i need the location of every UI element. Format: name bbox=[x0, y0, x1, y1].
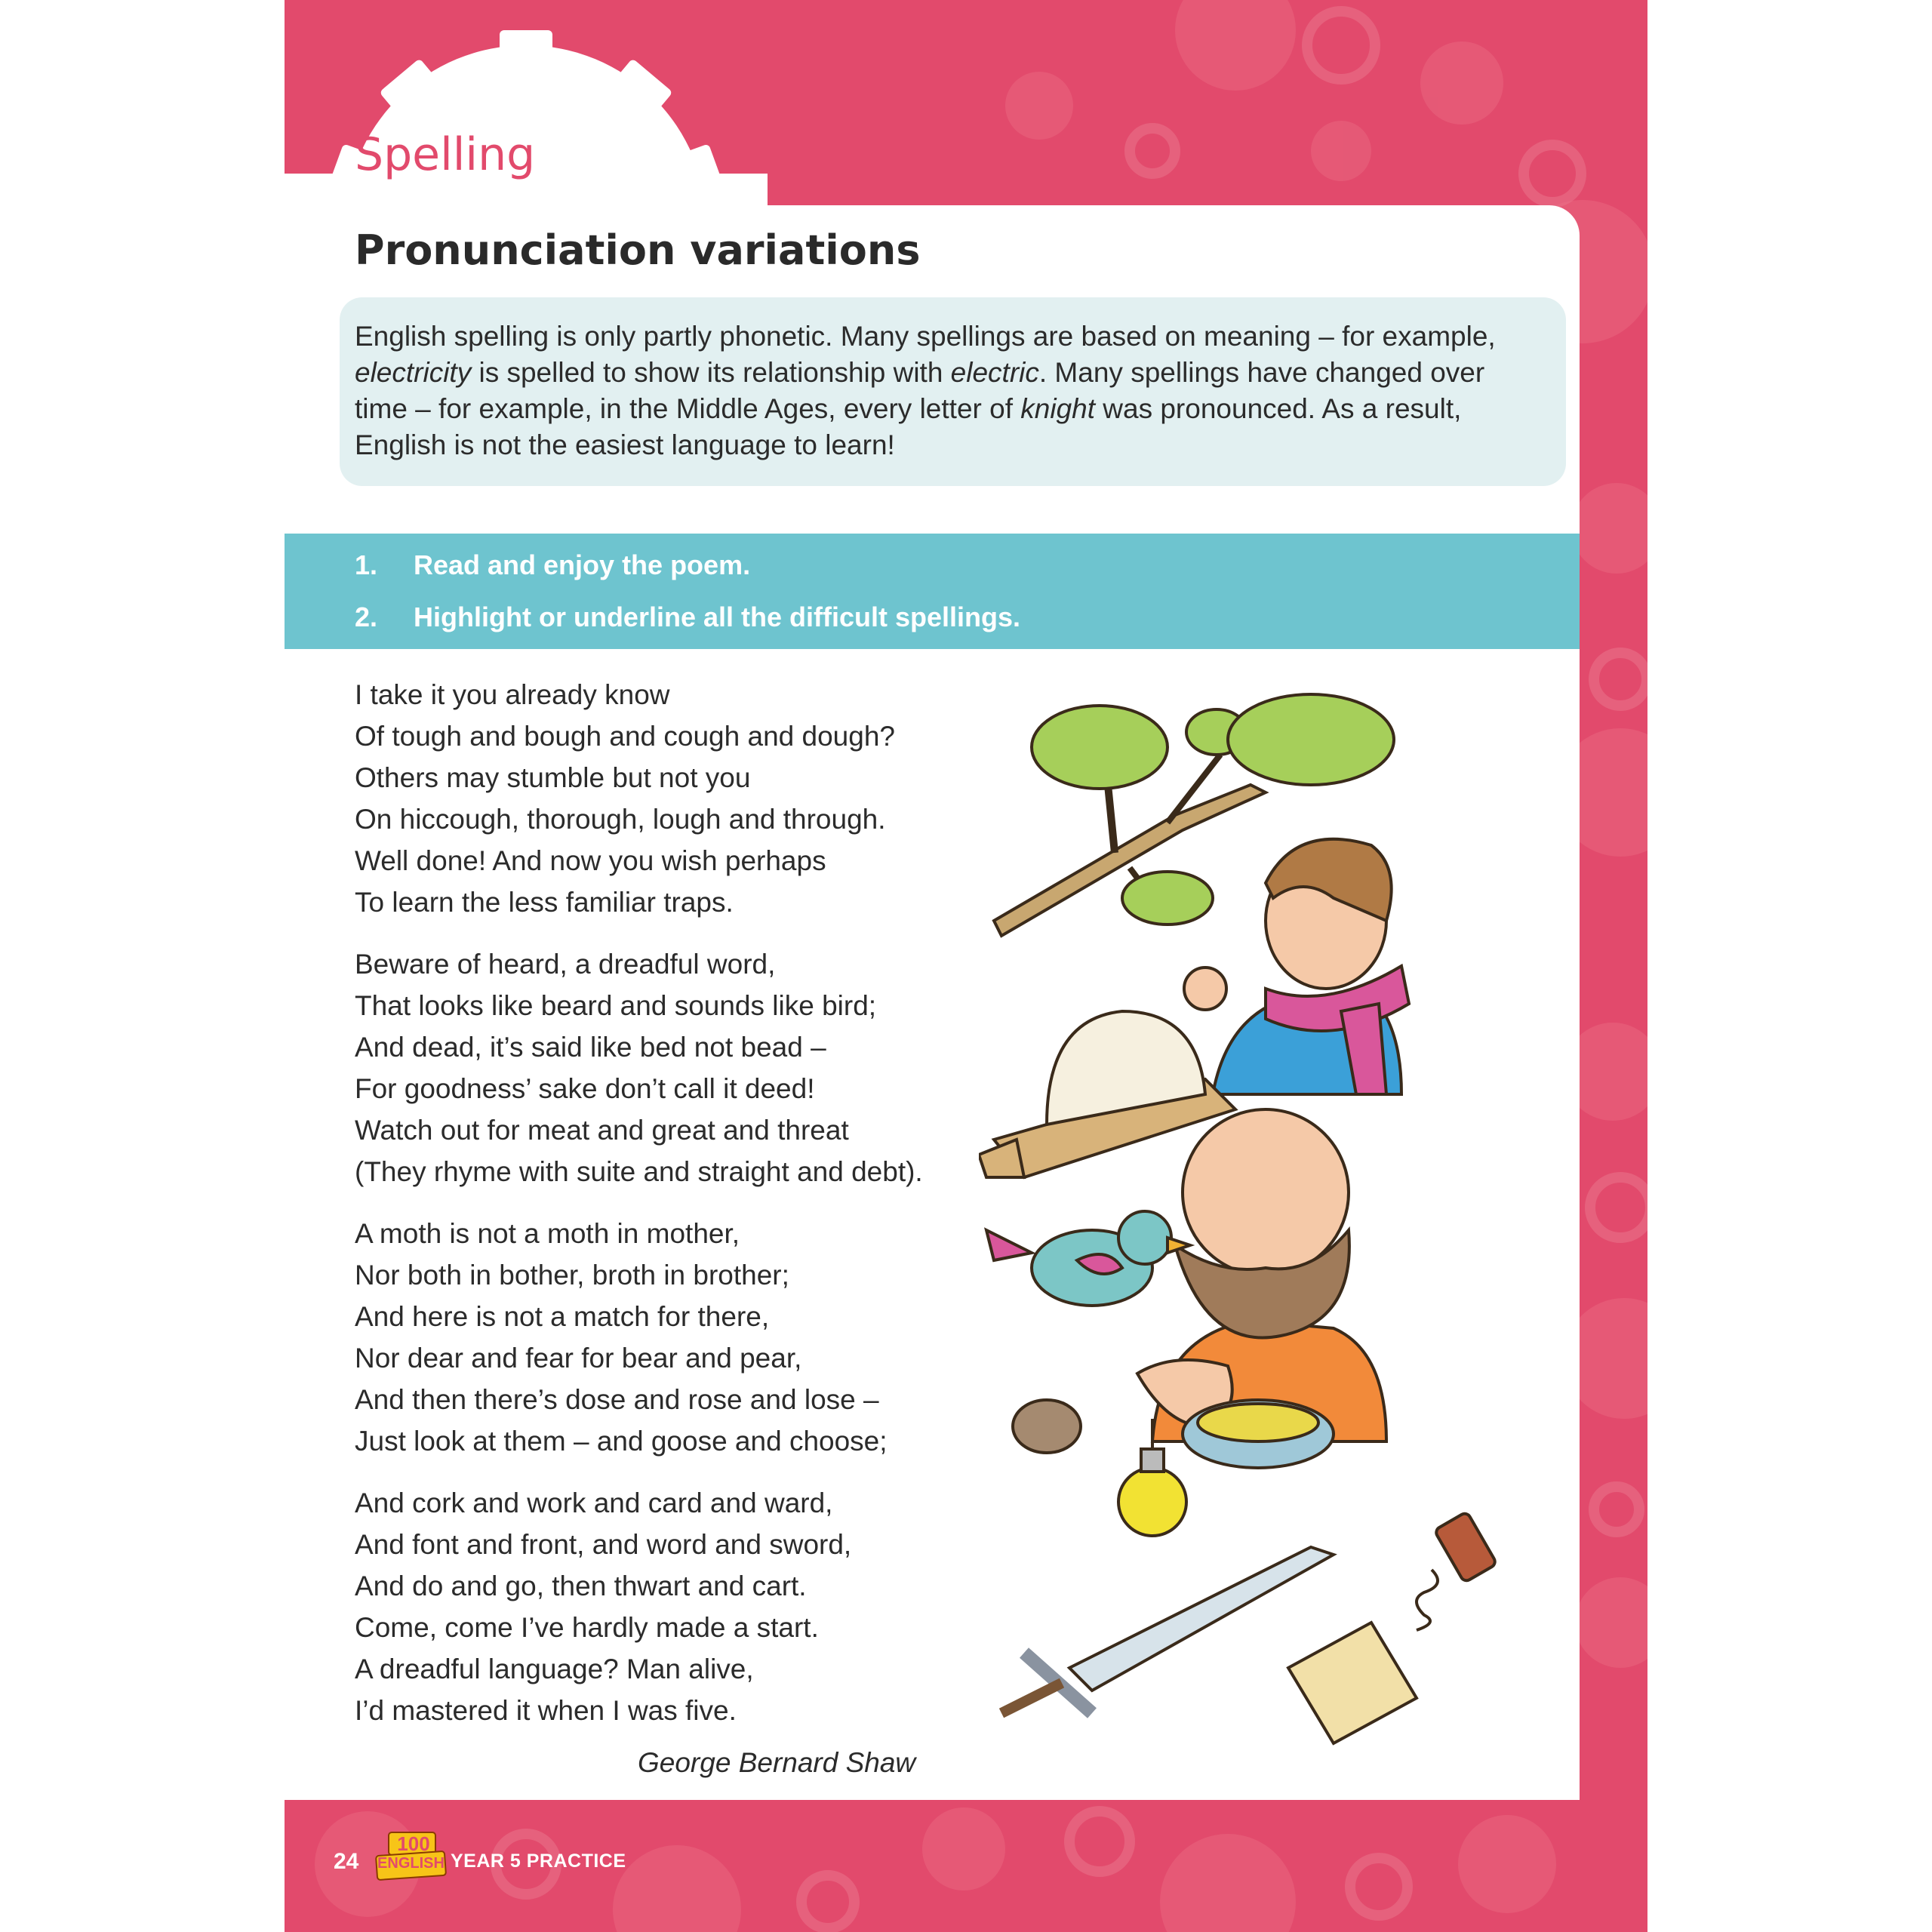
intro-line-2 bbox=[355, 355, 1551, 391]
intro-line-1: English spelling is only partly phonetic. Many spellings are based on meaning – for example, bbox=[355, 321, 1496, 352]
section-label: Spelling bbox=[355, 128, 536, 181]
poem-line: And dead, it’s said like bed not bead – bbox=[355, 1032, 826, 1063]
task-number: 1. bbox=[355, 549, 378, 580]
workbook-page bbox=[285, 0, 1647, 1932]
page-title: Pronunciation variations bbox=[355, 226, 921, 274]
poem-line: Come, come I’ve hardly made a start. bbox=[355, 1612, 819, 1643]
task-2 bbox=[355, 601, 1020, 633]
intro-text: was pronounced. As a result, bbox=[1095, 393, 1462, 424]
poem-line: And cork and work and card and ward, bbox=[355, 1487, 833, 1518]
intro-text: . Many spellings have changed over bbox=[1038, 357, 1485, 388]
poem-line: That looks like beard and sounds like bird; bbox=[355, 990, 877, 1021]
intro-line-4: English is not the easiest language to learn! bbox=[355, 429, 895, 460]
poem-line: Of tough and bough and cough and dough? bbox=[355, 721, 895, 752]
poem-line: And font and front, and word and sword, bbox=[355, 1529, 852, 1560]
poem-stanza-4 bbox=[355, 1482, 923, 1731]
page-number: 24 bbox=[334, 1849, 359, 1874]
intro-line-3 bbox=[355, 391, 1551, 427]
series-label: YEAR 5 PRACTICE bbox=[451, 1850, 626, 1872]
poem bbox=[355, 674, 923, 1752]
task-text: Highlight or underline all the difficult spellings. bbox=[414, 601, 1021, 632]
poem-line: Watch out for meat and great and threat bbox=[355, 1115, 849, 1146]
intro-italic-electricity: electricity bbox=[355, 357, 472, 388]
intro-text: time – for example, in the Middle Ages, every letter of bbox=[355, 393, 1021, 424]
poem-author: George Bernard Shaw bbox=[638, 1747, 916, 1778]
poem-line: For goodness’ sake don’t call it deed! bbox=[355, 1073, 815, 1104]
coughing-man-illustration bbox=[1184, 839, 1409, 1094]
poem-line: Nor both in bother, broth in brother; bbox=[355, 1260, 789, 1291]
poem-line: Just look at them – and goose and choose; bbox=[355, 1426, 888, 1457]
poem-stanza-2 bbox=[355, 943, 923, 1192]
poem-line: A dreadful language? Man alive, bbox=[355, 1654, 754, 1684]
poem-stanza-1 bbox=[355, 674, 923, 923]
intro-text: is spelled to show its relationship with bbox=[471, 357, 951, 388]
poem-line: On hiccough, thorough, lough and through. bbox=[355, 804, 886, 835]
task-1 bbox=[355, 549, 750, 581]
intro-info-box bbox=[340, 297, 1566, 486]
corkscrew-cork-illustration bbox=[1288, 1512, 1497, 1743]
poem-line: And then there’s dose and rose and lose – bbox=[355, 1384, 879, 1415]
illustrations bbox=[979, 672, 1567, 1758]
poem-line: To learn the less familiar traps. bbox=[355, 887, 734, 918]
bird-illustration bbox=[986, 1211, 1190, 1306]
poem-line: A moth is not a moth in mother, bbox=[355, 1218, 740, 1249]
poem-line: Well done! And now you wish perhaps bbox=[355, 845, 826, 876]
task-text: Read and enjoy the poem. bbox=[414, 549, 751, 580]
intro-italic-electric: electric bbox=[950, 357, 1039, 388]
poem-line: Others may stumble but not you bbox=[355, 762, 751, 793]
poem-line: And do and go, then thwart and cart. bbox=[355, 1571, 807, 1601]
poem-line: I’d mastered it when I was five. bbox=[355, 1695, 737, 1726]
poem-line: Nor dear and fear for bear and pear, bbox=[355, 1343, 802, 1374]
poem-line: And here is not a match for there, bbox=[355, 1301, 770, 1332]
sword-illustration bbox=[1001, 1547, 1334, 1713]
poem-line: Beware of heard, a dreadful word, bbox=[355, 949, 776, 980]
logo-number: 100 bbox=[397, 1832, 430, 1855]
logo-word: ENGLISH bbox=[377, 1855, 445, 1872]
poem-line: I take it you already know bbox=[355, 679, 670, 710]
section-gear-tab bbox=[285, 0, 768, 226]
bearded-man-illustration bbox=[1137, 1109, 1386, 1468]
poem-line: (They rhyme with suite and straight and debt). bbox=[355, 1156, 923, 1187]
poem-stanza-3 bbox=[355, 1213, 923, 1462]
intro-italic-knight: knight bbox=[1020, 393, 1095, 424]
task-number: 2. bbox=[355, 601, 378, 632]
